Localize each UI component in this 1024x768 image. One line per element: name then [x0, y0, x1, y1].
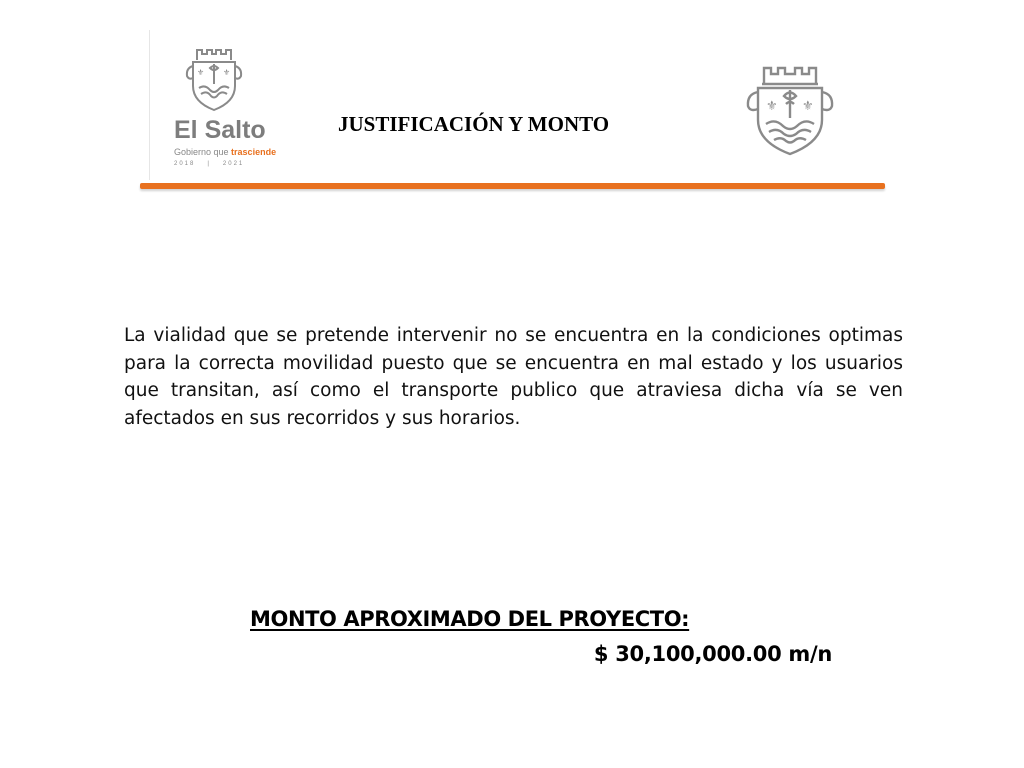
city-crest-icon	[742, 58, 838, 158]
el-salto-logo	[150, 28, 275, 178]
logo-name: El Salto	[174, 116, 266, 144]
logo-tagline	[174, 147, 276, 157]
svg-text:⚜: ⚜	[223, 68, 231, 77]
header-accent-rule	[140, 183, 885, 189]
logo-tagline-prefix: Gobierno que	[174, 147, 232, 157]
logo-year-end: 2021	[222, 161, 245, 167]
logo-tagline-accent: trasciende	[231, 147, 277, 157]
page-title: JUSTIFICACIÓN Y MONTO	[338, 112, 610, 136]
amount-value: $ 30,100,000.00 m/n	[593, 642, 832, 666]
city-crest-icon	[183, 42, 245, 114]
justification-paragraph: La vialidad que se pretende intervenir no se encuentra en la condiciones optimas para la correcta movilidad puesto que se encuentra en mal estado y los usuarios que transitan, así como el transporte publico que atraviesa dicha vía se ven afectados en sus recorridos y sus horarios.	[124, 325, 903, 429]
svg-text:⚜: ⚜	[802, 99, 814, 114]
amount-heading: MONTO APROXIMADO DEL PROYECTO:	[250, 607, 690, 631]
logo-year-start: 2018	[174, 161, 196, 167]
logo-year-separator: |	[207, 161, 211, 167]
logo-years	[174, 161, 244, 167]
svg-text:⚜: ⚜	[197, 68, 205, 77]
svg-text:⚜: ⚜	[766, 99, 778, 114]
